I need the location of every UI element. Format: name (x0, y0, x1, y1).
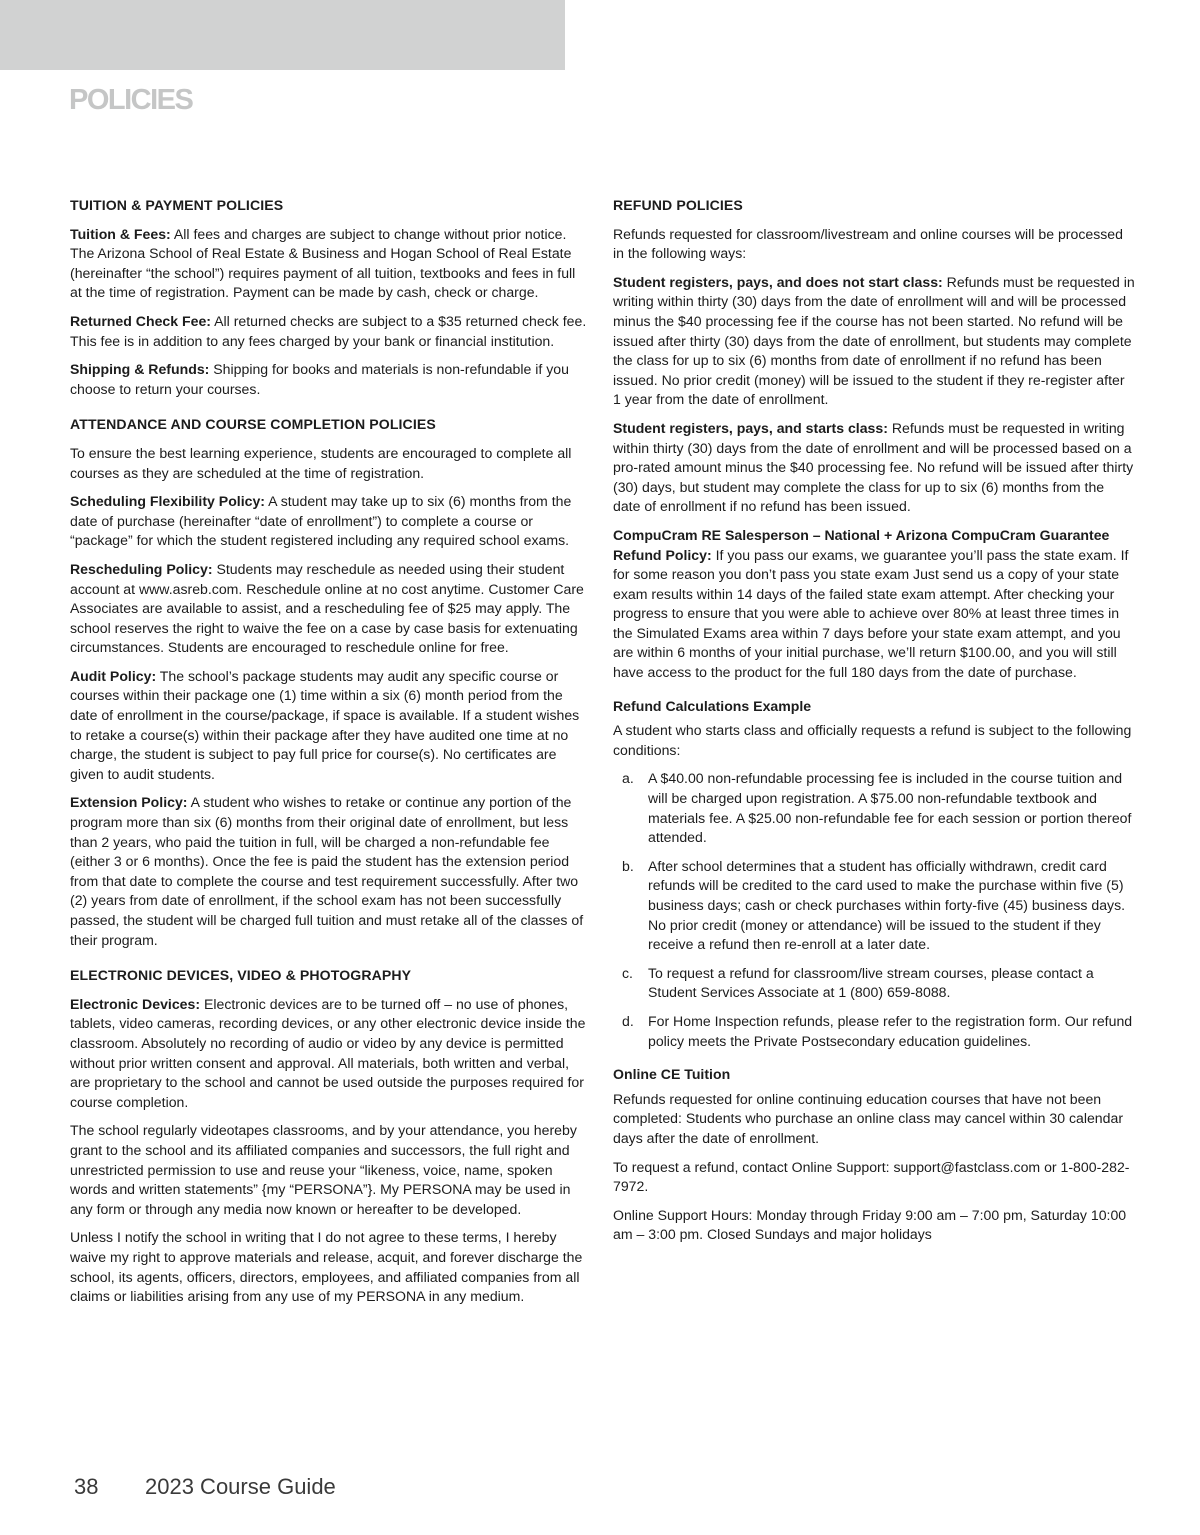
compucram-text: If you pass our exams, we guarantee you’ll pass the state exam. If for some reason you don’t pass you state exam Just send us a copy of your state exam results within 14 days of the failed state exam attempt. After checking your progress to ensure that you were able to achieve over 80% at least three times in the Simulated Exams area within 7 days before your state exam attempt, and you are within 6 months of your initial purchase, we’ll return $100.00, and you will still have access to the product for the full 180 days from the date of purchase. (613, 546, 1129, 681)
rescheduling-text: Students may reschedule as needed using their student account at www.asreb.com. Reschedule online at no cost anytime. Customer Care Associates are available to assist, and a rescheduling fee of $25 may apply. The school reserves the right to waive the fee on a case by case basis for extenuating circumstances. Students are encouraged to reschedule online for free. (70, 560, 584, 656)
audit-paragraph (70, 667, 590, 785)
electronic-label: Electronic Devices: (70, 995, 201, 1012)
list-item (613, 1012, 1135, 1051)
scheduling-text: A student may take up to six (6) months from the date of purchase (hereinafter “date of enrollment”) to complete a course or “package” for which the student registered including any required school exams. (70, 493, 572, 549)
returned-check-text: All returned checks are subject to a $35 returned check fee. This fee is in addition to any fees charged by your bank or financial institution. (70, 312, 587, 349)
tuition-heading: TUITION & PAYMENT POLICIES (70, 197, 284, 213)
calc-intro: A student who starts class and officially requests a refund is subject to the following conditions: (613, 722, 1132, 758)
list-marker: a. (622, 770, 634, 787)
ce-text: Refunds requested for online continuing education courses that have not been completed: Students who purchase an online class may cancel within 30 calendar days after the date of enrollment. (613, 1090, 1124, 1146)
list-item-text: After school determines that a student has officially withdrawn, credit card refunds will be credited to the card used to make the purchase within five (5) business days; cash or check purchases within forty-five (45) business days. No prior credit (money or attendance) will be issued to the student if they receive a refund then re-enroll at a later date. (648, 857, 1126, 953)
shipping-paragraph (70, 360, 590, 399)
returned-check-paragraph (70, 312, 590, 351)
electronic-text: Electronic devices are to be turned off – no use of phones, tablets, video cameras, recording devices, or any other electronic device inside the classroom. Absolutely no recording of audio or video by any device is permitted without prior written consent and approval. All materials, both written and verbal, are proprietary to the school and cannot be used outside the purposes required for course completion. (70, 995, 586, 1110)
returned-check-label: Returned Check Fee: (70, 312, 211, 329)
audit-label: Audit Policy: (70, 667, 157, 684)
extension-text: A student who wishes to retake or continue any portion of the program more than six (6) months from their original date of enrollment, but less than 2 years, who paid the tuition in full, will be charged a non-refundable fee (either 3 or 6 months). Once the fee is paid the student has the extension period from that date to complete the course and test requirement successfully. After two (2) years from date of enrollment, if the school exam has not been successfully passed, the student will be charged full tuition and must retake all of the classes of their program. (70, 794, 584, 948)
list-marker: c. (622, 964, 633, 981)
attendance-intro: To ensure the best learning experience, students are encouraged to complete all courses as they are scheduled at the time of registration. (70, 444, 572, 481)
tuition-fees-text: All fees and charges are subject to change without prior notice. The Arizona School of Real Estate & Business and Hogan School of Real Estate (hereinafter “the school”) requires payment of all tuition, textbooks and fees in full at the time of registration. Payment can be made by cash, check or charge. (70, 225, 576, 301)
list-item (613, 857, 1135, 955)
audit-text: The school’s package students may audit any specific course or courses within their package one (1) time within a six (6) month period from the date of enrollment in the course/package, if space is available. If a student wishes to retake a course(s) within their package after they have audited one time at no charge, the student is subject to pay full price for course(s). No certificates are given to audit students. (70, 667, 580, 782)
list-item-text: For Home Inspection refunds, please refer to the registration form. Our refund policy meets the Private Postsecondary education guidelines. (648, 1012, 1133, 1049)
scheduling-paragraph (70, 492, 590, 551)
page-footer (74, 1474, 336, 1500)
not-start-text: Refunds must be requested in writing within thirty (30) days from the date of enrollment will and will be processed minus the $40 processing fee if the course has not been started. No refund will be issued after thirty (30) days from the date of enrollment, but students may complete the class for up to six (6) months from date of enrollment if no refund has been issued. No prior credit (money) will be issued to the student if they re-register after 1 year from the date of enrollment. (613, 273, 1135, 408)
electronic-heading: ELECTRONIC DEVICES, VIDEO & PHOTOGRAPHY (70, 967, 412, 984)
starts-paragraph (613, 419, 1135, 517)
list-item (613, 769, 1135, 847)
calc-list (613, 769, 1135, 1051)
persona-release-paragraph: Unless I notify the school in writing that I do not agree to these terms, I hereby waive my right to approve materials and release, acquit, and forever discharge the school, its agents, officers, directors, employees, and affiliated companies from all claims or liabilities arising from any use of my PERSONA in any medium. (70, 1229, 583, 1305)
compucram-paragraph (613, 526, 1135, 683)
page-title: POLICIES (69, 84, 193, 116)
rescheduling-label: Rescheduling Policy: (70, 560, 213, 577)
compucram-label: CompuCram RE Salesperson – National + Arizona CompuCram Guarantee Refund Policy: (613, 526, 1110, 563)
ce-contact: To request a refund, contact Online Support: support@fastclass.com or 1-800-282-7972. (613, 1158, 1130, 1195)
refund-heading: REFUND POLICIES (613, 197, 743, 213)
starts-text: Refunds must be requested in writing within thirty (30) days from the date of enrollment and will be processed based on a pro-rated amount minus the $40 processing fee. No refund will be issued after thirty (30) days, but student may complete the class for up to six (6) months from the date of enrollment if no refund has been issued. (613, 419, 1134, 515)
scheduling-label: Scheduling Flexibility Policy: (70, 493, 266, 510)
header-band (0, 0, 565, 70)
guide-title: 2023 Course Guide (145, 1474, 336, 1499)
not-start-paragraph (613, 273, 1135, 410)
list-item (613, 964, 1135, 1003)
list-marker: d. (622, 1012, 634, 1029)
refund-intro: Refunds requested for classroom/livestream and online courses will be processed in the following ways: (613, 225, 1123, 262)
calc-heading: Refund Calculations Example (613, 697, 812, 714)
shipping-label: Shipping & Refunds: (70, 361, 210, 378)
left-column (70, 196, 590, 1316)
tuition-fees-label: Tuition & Fees: (70, 225, 171, 242)
not-start-label: Student registers, pays, and does not start class: (613, 273, 943, 290)
tuition-fees-paragraph (70, 225, 590, 303)
shipping-text: Shipping for books and materials is non-refundable if you choose to return your courses. (70, 361, 569, 397)
videotape-paragraph: The school regularly videotapes classrooms, and by your attendance, you hereby grant to the school and its affiliated companies and successors, the full right and unrestricted permission to use and reuse your “likeness, voice, name, spoken words and written statements” {my “PERSONA”}. My PERSONA may be used in any form or through any media now known or hereafter to be developed. (70, 1122, 577, 1217)
list-item-text: A $40.00 non-refundable processing fee is included in the course tuition and will be charged upon registration. A $75.00 non-refundable textbook and materials fee. A $25.00 non-refundable fee for each session or portion thereof attended. (648, 770, 1132, 846)
extension-label: Extension Policy: (70, 794, 188, 811)
rescheduling-paragraph (70, 560, 590, 658)
ce-hours: Online Support Hours: Monday through Friday 9:00 am – 7:00 pm, Saturday 10:00 am – 3:00 pm. Closed Sundays and major holidays (613, 1206, 1127, 1243)
extension-paragraph (70, 793, 590, 950)
right-column (613, 196, 1135, 1254)
attendance-heading: ATTENDANCE AND COURSE COMPLETION POLICIES (70, 416, 436, 433)
ce-heading: Online CE Tuition (613, 1066, 731, 1083)
starts-label: Student registers, pays, and starts class: (613, 419, 888, 436)
page-number: 38 (74, 1474, 99, 1499)
electronic-paragraph (70, 995, 590, 1113)
list-item-text: To request a refund for classroom/live stream courses, please contact a Student Services Associate at 1 (800) 659-8088. (648, 964, 1094, 1001)
list-marker: b. (622, 857, 634, 874)
